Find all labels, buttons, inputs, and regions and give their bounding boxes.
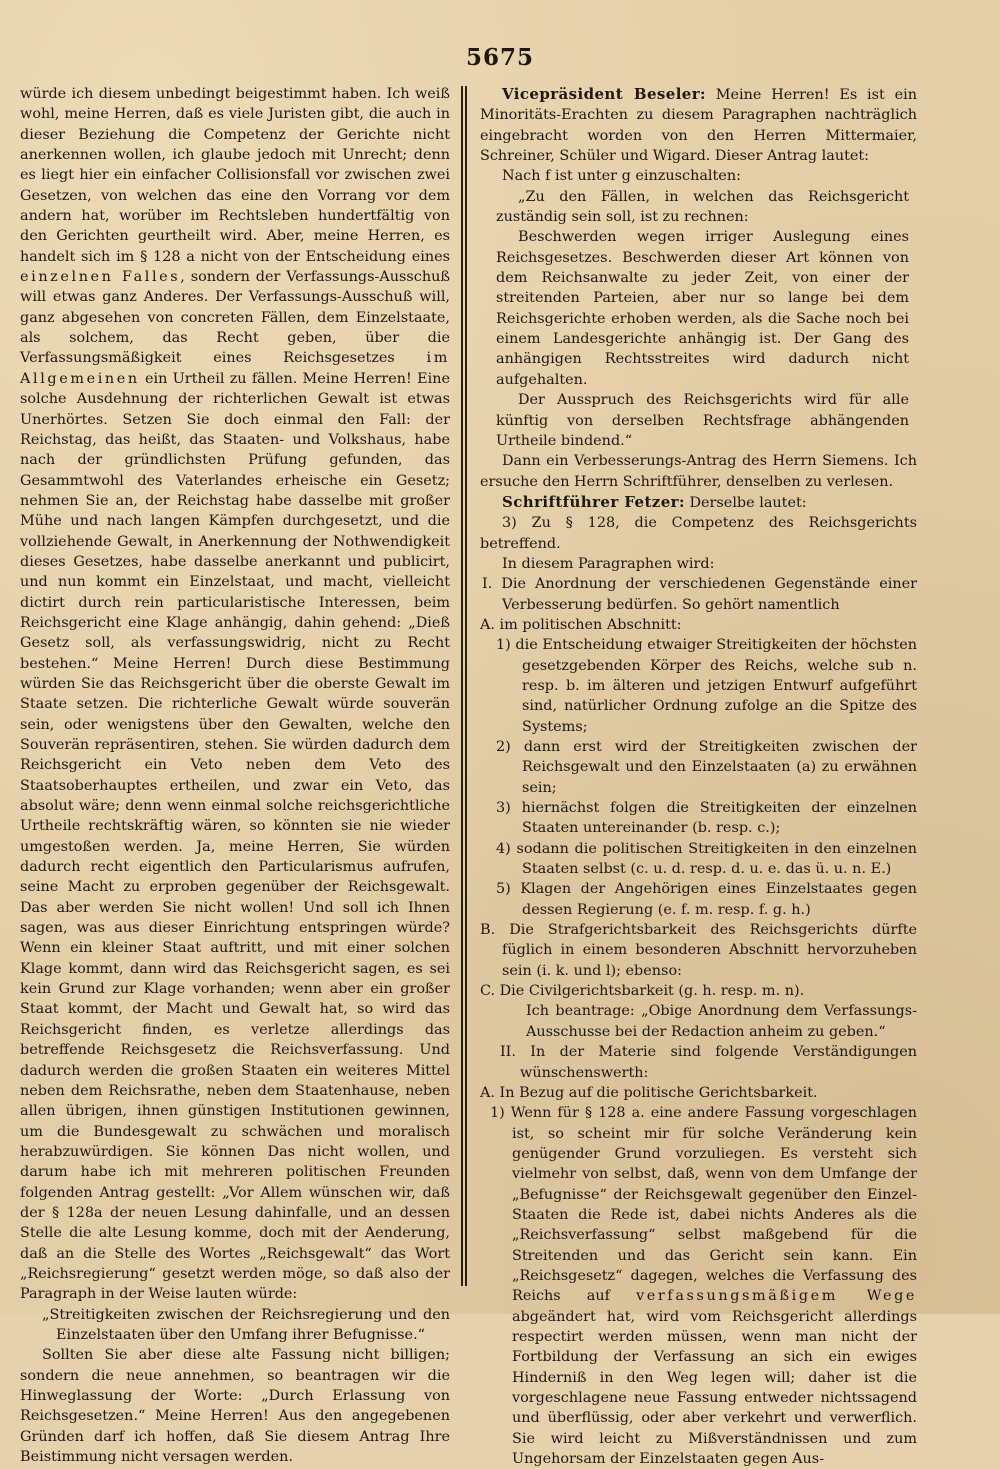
item-alpha-a: A. im politischen Abschnitt: <box>480 616 682 633</box>
left-p1-spaced2: im Allgemeinen <box>20 350 450 387</box>
page-number: 5675 <box>465 44 534 71</box>
left-quote: „Streitigkeiten zwischen der Reichsregierung und den Einzelstaaten über den Umfang ihrer Befugnisse.“ <box>42 1306 450 1343</box>
item-alpha-b: B. Die Strafgerichtsbarkeit des Reichsgerichts dürfte füglich in einem besonderen Abschnitt hervorzuheben sein (i. k. und l); ebenso: <box>480 922 917 979</box>
item-roman-2: II. In der Materie sind folgende Verständigungen wünschenswerth: <box>500 1044 917 1081</box>
right-column <box>480 84 917 1468</box>
speaker-fetzer: Schriftführer Fetzer: <box>502 492 685 511</box>
right-p1-text: Meine Herren! Es ist ein Minoritäts-Erachten zu diesem Paragraphen nachträglich eingebracht worden von den Herren Mittermaier, Schreiner, Schüler und Wigard. Dieser Antrag lautet: <box>480 87 917 165</box>
item-alpha-a2: A. In Bezug auf die politische Gerichtsbarkeit. <box>480 1084 818 1101</box>
left-p1-spaced: einzelnen Falles <box>20 269 181 286</box>
right-p3-text: Derselbe lautet: <box>684 494 807 511</box>
left-p1c-text: ein Urtheil zu fällen. Meine Herren! Eine solche Ausdehnung der richterlichen Gewalt ist etwas Unerhörtes. Setzen Sie doch einmal den Fall: der Reichstag, das heißt, das Staaten- und Volkshaus, habe nach der gründlichsten Prüfung gefunden, das Gesammtwohl des Vaterlandes erheische ein Gesetz; nehmen Sie an, der Reichstag habe dasselbe mit großer Mühe und nach langen Kämpfen durchgesetzt, und die vollziehende Gewalt, in Anerkennung der Nothwendigkeit dieses Gesetzes, habe dasselbe anerkannt und publicirt, und nun kommt ein Einzelstaat, und macht, vielleicht dictirt durch rein particularistische Interessen, beim Reichsgericht eine Klage anhängig, dahin gehend: „Dieß Gesetz soll, als verfassungswidrig, nicht zu Recht bestehen.“ Meine Herren! Durch diese Bestimmung würden Sie das Reichsgericht über die oberste Gewalt im Staate setzen. Die richterliche Gewalt würde souverän sein, oder wenigstens über den Gewalten, welche den Souverän repräsentiren, stehen. Sie würden dadurch dem Reichsgericht ein Veto neben dem Veto des Staatsoberhauptes ertheilen, und zwar ein Veto, das absolut wäre; denn wenn einmal solche reichsgerichtliche Urtheile rechtskräftig wären, so könnten sie nie wieder umgestoßen werden. Ja, meine Herren, Sie würden dadurch recht eigentlich den Particularismus aufrufen, seine Macht zu erproben gegenüber der Reichsgewalt. Das aber werden Sie nicht wollen! Und soll ich Ihnen sagen, was aus dieser Einrichtung entspringen würde? Wenn ein kleiner Staat auftritt, und mit einer solchen Klage kommt, dann wird das Reichsgericht sagen, es sei kein Grund zur Klage vorhanden; wenn aber ein großer Staat kommt, der Macht und Gewalt hat, so wird das Reichsgericht finden, es verletze allerdings das betreffende Reichsgesetz die Reichsverfassung. Und dadurch werden die großen Staaten ein weiteres Mittel neben dem Reichsrathe, neben dem Staatenhause, neben allen übrigen, ihnen günstigen Institutionen gewinnen, um die Bundesgewalt zu schwächen und moralisch herabzuwürdigen. Sie können Das nicht wollen, und darum habe ich mit mehreren politischen Freunden folgenden Antrag gestellt: „Vor Allem wünschen wir, daß der § 128a der neuen Lesung dahinfalle, und an dessen Stelle die alte Lesung komme, doch mit der Aenderung, daß an die Stelle des Wortes „Reichsgewalt“ das Wort „Reichsregierung“ gesetzt werden möge, so daß also der Paragraph in der Weise lauten würde: <box>20 370 450 1303</box>
item-a2-1-text: 1) Wenn für § 128 a. eine andere Fassung vorgeschlagen ist, so scheint mir für solche Veränderung kein genügender Grund vorzuliegen. Es versteht sich vielmehr von selbst, daß, wenn von dem Umfange der „Befugnisse“ der Reichsgewalt gegenüber den Einzel-Staaten die Rede ist, dabei nichts Anderes als die „Reichsverfassung“ selbst maßgebend für die Streitenden und das Gericht sein kann. Ein „Reichsgesetz“ dagegen, welches die Verfassung des Reichs auf <box>490 1105 917 1305</box>
item-alpha-c: C. Die Civilgerichtsbarkeit (g. h. resp. m. n). <box>480 983 805 1000</box>
item-a-3: 3) hiernächst folgen die Streitigkeiten der einzelnen Staaten untereinander (b. resp. c.); <box>496 800 917 837</box>
left-paragraph-1 <box>20 84 450 1305</box>
minority-quote-3: Der Ausspruch des Reichsgerichts wird für alle künftig von derselben Rechtsfrage abhängenden Urtheile bindend.“ <box>496 392 909 449</box>
right-p1b: Nach f ist unter g einzuschalten: <box>502 168 741 185</box>
left-p1b-text: , sondern der Verfassungs-Ausschuß will etwas ganz Anderes. Der Verfassungs-Ausschuß will, ganz abgesehen von concreten Fällen, dem Einzelstaate, als solchem, das Recht geben, über die Verfassungsmäßigkeit eines Reichsgesetzes <box>20 269 451 367</box>
item-a-5: 5) Klagen der Angehörigen eines Einzelstaates gegen dessen Regierung (e. f. m. resp. f. g. h.) <box>496 881 917 918</box>
item-roman-1: I. Die Anordnung der verschiedenen Gegenstände einer Verbesserung bedürfen. So gehört namentlich <box>482 576 917 613</box>
item-a-2: 2) dann erst wird der Streitigkeiten zwischen der Reichsgewalt und den Einzelstaaten (a) zu erwähnen sein; <box>496 739 917 796</box>
minority-quote-1: „Zu den Fällen, in welchen das Reichsgericht zuständig sein soll, ist zu rechnen: <box>496 188 909 226</box>
motion-note: Ich beantrage: „Obige Anordnung dem Verfassungs-Ausschusse bei der Redaction anheim zu geben.“ <box>526 1003 917 1040</box>
left-paragraph-2: Sollten Sie aber diese alte Fassung nicht billigen; sondern die neue annehmen, so beantragen wir die Hinweglassung der Worte: „Durch Erlassung von Reichsgesetzen.“ Meine Herren! Aus den angegebenen Gründen darf ich hoffen, daß Sie diesem Antrag Ihre Beistimmung nicht versagen werden. <box>20 1347 450 1466</box>
right-paragraph-2: Dann ein Verbesserungs-Antrag des Herrn Siemens. Ich ersuche den Herrn Schriftführer, denselben zu verlesen. <box>480 453 917 490</box>
item-a2-1 <box>480 1103 917 1469</box>
item-a-1: 1) die Entscheidung etwaiger Streitigkeiten der höchsten gesetzgebenden Körper des Reichs, welche sub n. resp. b. im älteren und jetzigen Entwurf aufgeführt sind, natürlicher Ordnung zufolge an die Spitze des Systems; <box>496 637 917 735</box>
right-paragraph-1 <box>480 84 917 166</box>
item-a-4: 4) sodann die politischen Streitigkeiten in den einzelnen Staaten selbst (c. u. d. resp. d. u. e. das ü. u. n. E.) <box>496 840 917 878</box>
column-divider <box>461 86 467 1286</box>
left-column <box>20 84 451 1466</box>
speaker-beseler: Vicepräsident Beseler: <box>502 85 706 103</box>
left-p1-text: würde ich diesem unbedingt beigestimmt haben. Ich weiß wohl, meine Herren, daß es viele Juristen gibt, die auch in dieser Beziehung die Competenz der Gerichte nicht anerkennen wollen, ich glaube jedoch mit Unrecht; denn es liegt hier ein einfacher Collisionsfall vor zwischen zwei Gesetzen, von welchen das eine den Vorrang vor dem andern hat, worüber im Rechtsleben hundertfältig von den Gerichten geurtheilt wird. Aber, meine Herren, es handelt sich im § 128 a nicht von der Entscheidung eines <box>20 86 450 265</box>
amendment-intro: In diesem Paragraphen wird: <box>502 555 715 572</box>
amendment-heading: 3) Zu § 128, die Competenz des Reichsgerichts betreffend. <box>480 515 917 552</box>
item-a2-1-spaced: verfassungsmäßigem Wege <box>636 1288 917 1305</box>
right-paragraph-3 <box>480 492 917 513</box>
item-a2-1b-text: abgeändert hat, wird vom Reichsgericht allerdings respectirt werden müssen, wenn man nicht der Fortbildung der Verfassung an sich ein ewiges Hinderniß in den Weg legen will; daher ist die vorgeschlagene neue Fassung entweder nichtssagend und überflüssig, oder aber verkehrt und verwerflich. Sie wird leicht zu Mißverständnissen und zum Ungehorsam der Einzelstaaten gegen Aus- <box>512 1308 917 1468</box>
minority-quote-2: Beschwerden wegen irriger Auslegung eines Reichsgesetzes. Beschwerden dieser Art können von dem Reichsanwalte zu jeder Zeit, von einer der streitenden Parteien, aber nur so lange bei dem Reichsgerichte erhoben werden, als die Sache noch bei einem Landesgerichte anhängig ist. Der Gang des anhängigen Rechtsstreites wird dadurch nicht aufgehalten. <box>496 229 909 388</box>
